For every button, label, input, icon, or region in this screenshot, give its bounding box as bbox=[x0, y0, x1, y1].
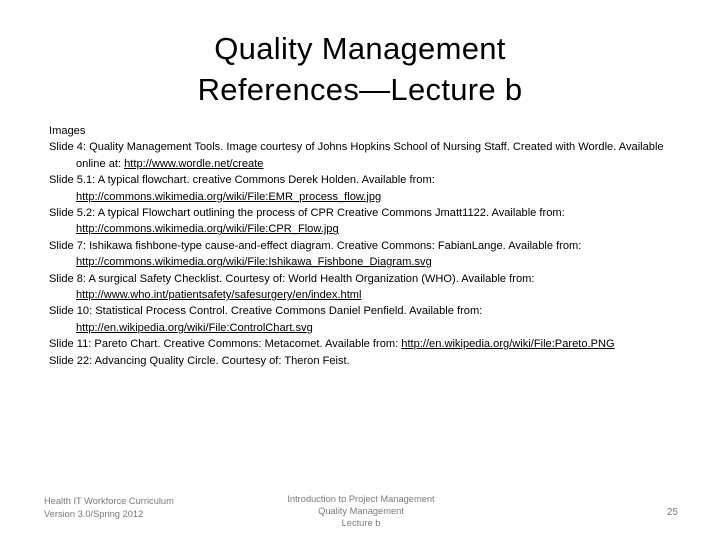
footer-course-line-3: Lecture b bbox=[341, 518, 381, 528]
reference-text: Slide 5.1: A typical flowchart. creative Commons Derek Holden. Available from: bbox=[49, 174, 435, 187]
reference-item bbox=[49, 271, 689, 304]
footer-curriculum-line-2: Version 3.0/Spring 2012 bbox=[44, 509, 144, 519]
page-number: 25 bbox=[666, 507, 678, 518]
reference-item bbox=[49, 336, 689, 352]
reference-text: Slide 7: Ishikawa fishbone-type cause-and-effect diagram. Creative Commons: FabianLange. Available from: bbox=[49, 239, 582, 252]
reference-link[interactable]: http://www.who.int/patientsafety/safesurgery/en/index.html bbox=[76, 289, 362, 302]
reference-list bbox=[49, 139, 689, 369]
footer-curriculum bbox=[44, 495, 174, 521]
reference-text: Slide 22: Advancing Quality Circle. Courtesy of: Theron Feist. bbox=[49, 354, 350, 367]
footer-curriculum-line-1: Health IT Workforce Curriculum bbox=[44, 496, 174, 506]
slide-title bbox=[150, 28, 570, 110]
references-body bbox=[49, 123, 689, 369]
reference-item bbox=[49, 238, 689, 271]
reference-item bbox=[49, 353, 689, 369]
reference-link[interactable]: http://commons.wikimedia.org/wiki/File:CPR_Flow.jpg bbox=[76, 223, 339, 236]
reference-link[interactable]: http://en.wikipedia.org/wiki/File:Pareto.PNG bbox=[401, 338, 615, 351]
reference-text: Slide 8: A surgical Safety Checklist. Courtesy of: World Health Organization (WHO). Available from: bbox=[49, 272, 535, 285]
reference-item bbox=[49, 205, 689, 238]
reference-link[interactable]: http://commons.wikimedia.org/wiki/File:Ishikawa_Fishbone_Diagram.svg bbox=[76, 256, 432, 269]
footer-course-line-2: Quality Management bbox=[318, 506, 404, 516]
reference-text: Slide 5.2: A typical Flowchart outlining the process of CPR Creative Commons Jmatt1122. Available from: bbox=[49, 207, 565, 220]
reference-link[interactable]: http://www.wordle.net/create bbox=[124, 157, 264, 170]
footer-course-info bbox=[270, 493, 452, 529]
reference-item bbox=[49, 172, 689, 205]
reference-link[interactable]: http://en.wikipedia.org/wiki/File:ControlChart.svg bbox=[76, 321, 313, 334]
reference-item bbox=[49, 303, 689, 336]
reference-link[interactable]: http://commons.wikimedia.org/wiki/File:EMR_process_flow.jpg bbox=[76, 190, 382, 203]
references-heading: Images bbox=[49, 125, 86, 137]
footer-course-line-1: Introduction to Project Management bbox=[287, 494, 435, 504]
reference-item bbox=[49, 139, 689, 172]
reference-text: Slide 10: Statistical Process Control. Creative Commons Daniel Penfield. Available from: bbox=[49, 305, 483, 318]
title-line-2: References—Lecture b bbox=[197, 72, 523, 107]
reference-text: Slide 4: Quality Management Tools. Image courtesy of Johns Hopkins School of Nursing Staff. Created with Wordle. Available online at: bbox=[49, 141, 664, 170]
reference-text: Slide 11: Pareto Chart. Creative Commons: Metacomet. Available from: bbox=[49, 338, 402, 351]
title-line-1: Quality Management bbox=[214, 31, 506, 66]
